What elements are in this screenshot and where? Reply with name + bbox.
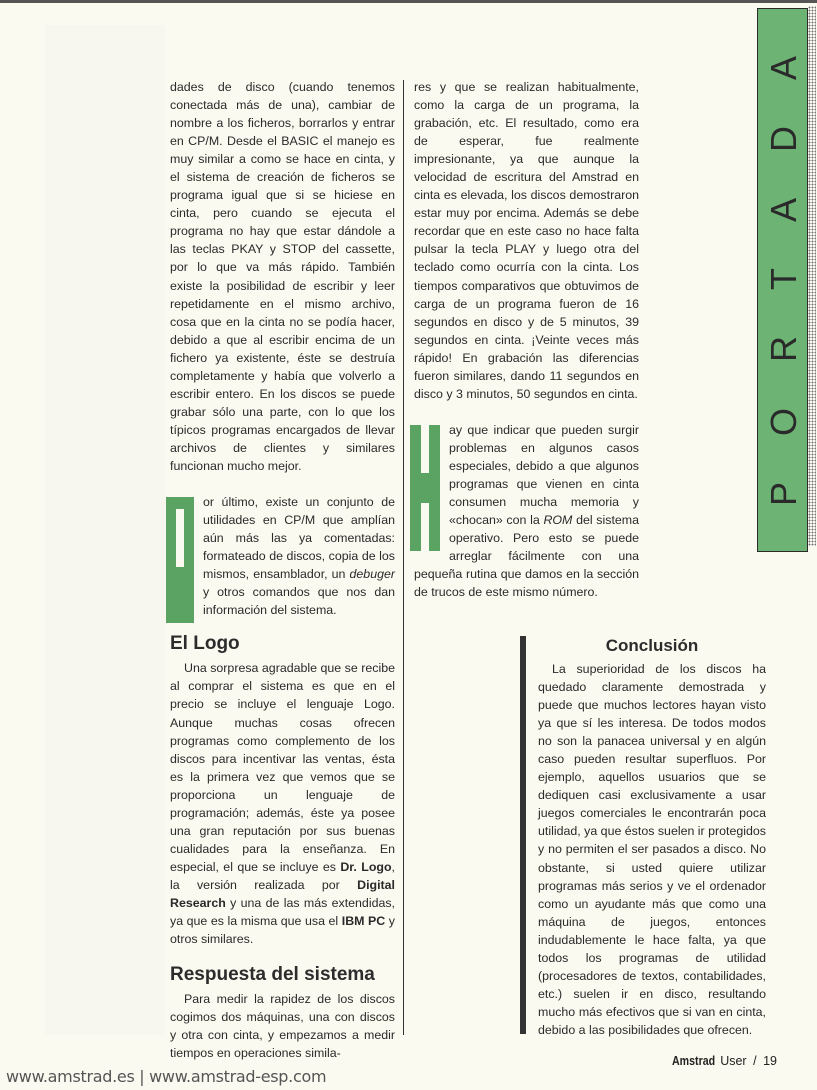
emphasis-text: ROM xyxy=(543,513,573,528)
section-tab-label xyxy=(758,9,809,553)
conclusion-side-bar xyxy=(520,636,526,1034)
page-number: 19 xyxy=(763,1054,777,1068)
background-ghost-block xyxy=(45,25,165,1035)
dropcap-p xyxy=(166,497,194,623)
body-text: del sistema operativo. Pero esto se puede arreglar fácilmente con una pequeña rutina que damos en la sección de trucos de este mismo número. xyxy=(414,513,639,600)
body-text: ay que indicar que pueden surgir problemas en algunos casos especiales, debido a que algunos programas que vienen en cinta consumen mucha memoria y «chocan» con la xyxy=(449,422,639,528)
body-paragraph: res y que se realizan habitualmente, como la carga de un programa, la grabación, etc. El resultado, como era de esperar, fue realmente impresionante, ya que aunque la velocidad de escritura del Amstrad en cinta es elevada, los discos demostraron estar muy por encima. Además se debe recordar que en este caso no hace falta pulsar la tecla PLAY y luego otra del teclado como ocurría con la cinta. Los tiempos comparativos que obtuvimos de carga de un programa fueron de 16 segundos en disco y de 5 minutos, 39 segundos en cinta. ¡Veinte veces más rápido! En grabación las diferencias fueron similares, dando 11 segundos en disco y 3 minutos, 50 segundos en cinta. xyxy=(414,80,639,401)
column-rule xyxy=(403,80,404,1035)
body-paragraph: Para medir la rapidez de los discos cogimos dos máquinas, una con discos y otra con cinta, y empezamos a medir tiempos en operaciones simila- xyxy=(170,992,395,1061)
body-paragraph: dades de disco (cuando tenemos conectada más de una), cambiar de nombre a los ficheros, borrarlos y entrar en CP/M. Desde el BASIC el manejo es muy similar a como se hace en cinta, y el sistema de creación de ficheros se programa igual que si se hiciese en cinta, pero cuando se ejecuta el programa no hay que estar dándole a las teclas PKAY y STOP del cassette, por lo que va más rápido. También existe la posibilidad de escribir y leer repetidamente en el mismo archivo, cosa que en la cinta no se podía hacer, debido a que al escribir encima de un fichero ya existente, éste se destruía completamente y había que volverlo a escribir entero. En los discos se puede grabar sólo una parte, con lo que los típicos programas encargados de llevar archivos de clientes y similares funcionan mucho mejor. xyxy=(170,80,395,473)
source-urls: www.amstrad.es | www.amstrad-esp.com xyxy=(6,1067,327,1086)
conclusion-title: Conclusión xyxy=(605,636,699,655)
emphasis-text: debuger xyxy=(349,567,395,582)
dropcap-h xyxy=(410,425,440,551)
page-footer xyxy=(672,1054,777,1068)
conclusion-box xyxy=(520,636,766,1037)
section-heading-el-logo: El Logo xyxy=(170,633,240,655)
bold-term: Digital Research xyxy=(170,877,395,910)
conclusion-text: La superioridad de los discos ha quedado claramente demostrada y puede que muchos lectores hayan visto ya que sí les interesa. De todos modos no son la panacea universal y en algún caso pueden resultar superfluos. Por ejemplo, aquellos usuarios que se dediquen casi exclusivamente a usar juegos comerciales le encontrarán poca utilidad, ya que éstos suelen ir protegidos y no permiten el ser pasados a disco. No obstante, si usted quiere utilizar programas más serios y ve el ordenador como un ayudante más que como una máquina de juegos, entonces indudablemente le hace falta, ya que todos los programas de utilidad (procesadores de textos, contabilidades, etc.) suelen ir en disco, resultando mucho más efectivos que si van en cinta, debido a las posibilidades que ofrecen. xyxy=(538,662,766,1037)
body-text: y otros comandos que nos dan información del sistema. xyxy=(203,585,395,618)
dropcap-paragraph xyxy=(414,421,639,601)
section-tab-shadow xyxy=(808,6,816,546)
dropcap-paragraph xyxy=(170,493,395,619)
tab-letter: O xyxy=(762,408,804,437)
body-text: or último, existe un conjunto de utilidades en CP/M que amplían aún más las ya comentadas: formateado de discos, copia de los mismos, ensamblador, un xyxy=(203,495,395,582)
section-heading-respuesta: Respuesta del sistema xyxy=(170,964,375,986)
tab-letter: T xyxy=(762,268,804,291)
tab-letter: A xyxy=(762,198,804,223)
bold-term: IBM PC xyxy=(341,914,386,929)
article-column-1 xyxy=(170,78,395,1062)
tab-letter: D xyxy=(762,126,804,153)
top-edge-line xyxy=(0,0,817,3)
bold-term: Dr. Logo xyxy=(340,859,392,874)
tab-letter: A xyxy=(762,56,804,81)
tab-letter: R xyxy=(762,336,804,363)
section-tab-portada xyxy=(757,8,808,552)
article-column-2 xyxy=(414,78,639,601)
magazine-name-rest: User xyxy=(720,1054,747,1068)
body-paragraph: Una sorpresa agradable que se recibe al comprar el sistema es que en el precio se incluye el lenguaje Logo. Aunque muchas cosas ofrecen programas como complemento de los discos para incentivar las ventas, ésta es la primera vez que vemos que se proporciona un lenguaje de programación; además, éste ya posee una gran reputación por sus buenas cualidades para la enseñanza. En especial, el que se incluye es Dr. Logo, la versión realizada por Digital Research y una de las más extendidas, ya que es la misma que usa el IBM PC y otros similares. xyxy=(170,661,396,947)
tab-letter: P xyxy=(762,482,804,507)
footer-separator: / xyxy=(753,1054,757,1068)
magazine-brand: Amstrad xyxy=(672,1054,716,1068)
